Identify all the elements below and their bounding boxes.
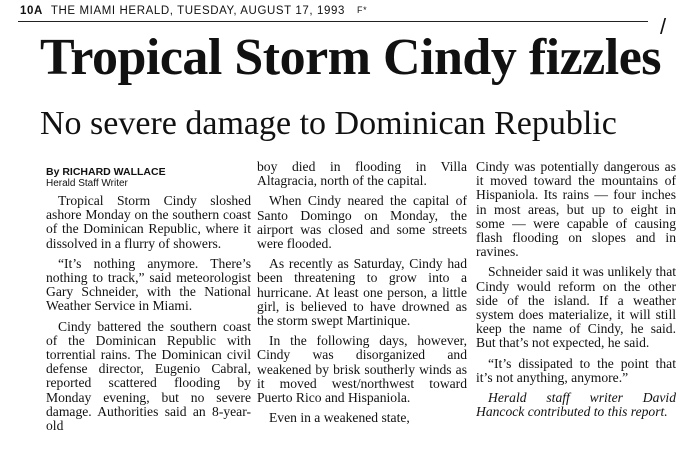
article-column-3 — [476, 160, 676, 444]
paragraph: “It’s nothing anymore. There’s nothing to track,” said meteorologist Gary Schneider, with the National Weather Service in Miami. — [46, 255, 251, 314]
headline: Tropical Storm Cindy fizzles — [40, 29, 662, 86]
paragraph: As recently as Saturday, Cindy had been threatening to grow into a hurricane. At least one person, a little girl, is believed to have drowned as the storm swept Martinique. — [257, 256, 467, 329]
paragraph: In the following days, however, Cindy was disorganized and weakened by brisk southerly winds as it moved west/northwest toward Puerto Rico and Hispaniola. — [257, 333, 467, 406]
paragraph: Tropical Storm Cindy sloshed ashore Monday on the southern coast of the Dominican Republic, where it dissolved in a flurry of showers. — [46, 193, 251, 251]
edition-mark: F* — [356, 5, 368, 15]
dateline: THE MIAMI HERALD, TUESDAY, AUGUST 17, 1993 — [50, 5, 345, 17]
margin-mark: / — [660, 14, 667, 39]
paragraph: Even in a weakened state, — [269, 410, 410, 426]
header-rule — [18, 21, 648, 22]
paragraph: Cindy was potentially dangerous as it moved toward the mountains of Hispaniola. Its rains — four inches in most areas, but up to eight in some — were capable of causing flash flooding on slopes and in ravines. — [476, 160, 676, 260]
paragraph: Schneider said it was unlikely that Cindy would reform on the other side of the island. If a weather system does materialize, it will still keep the name of Cindy, he said. But that’s not expected, he said. — [476, 264, 676, 351]
article-column-2 — [257, 160, 467, 444]
page-number: 10A — [20, 5, 43, 17]
paragraph: “It’s dissipated to the point that it’s not anything, anymore.” — [476, 355, 676, 385]
paragraph: When Cindy neared the capital of Santo Domingo on Monday, the airport was closed and some streets were flooded. — [257, 193, 467, 252]
article-column-1 — [46, 166, 251, 450]
byline: By RICHARD WALLACE — [46, 166, 166, 178]
contributor-credit: Herald staff writer David Hancock contributed to this report. — [476, 390, 676, 420]
page-header — [20, 5, 640, 21]
byline-staff: Herald Staff Writer — [46, 178, 128, 189]
subheadline: No severe damage to Dominican Republic — [40, 105, 617, 142]
paragraph: Cindy battered the southern coast of the Dominican Republic with torrential rains. The Dominican civil defense director, Eugenio Cabral, reported scattered flooding by Monday evening, but no severe damage. Authorities said an 8-year-old — [46, 318, 251, 434]
paragraph: boy died in flooding in Villa Altagracia, north of the capital. — [257, 160, 467, 189]
